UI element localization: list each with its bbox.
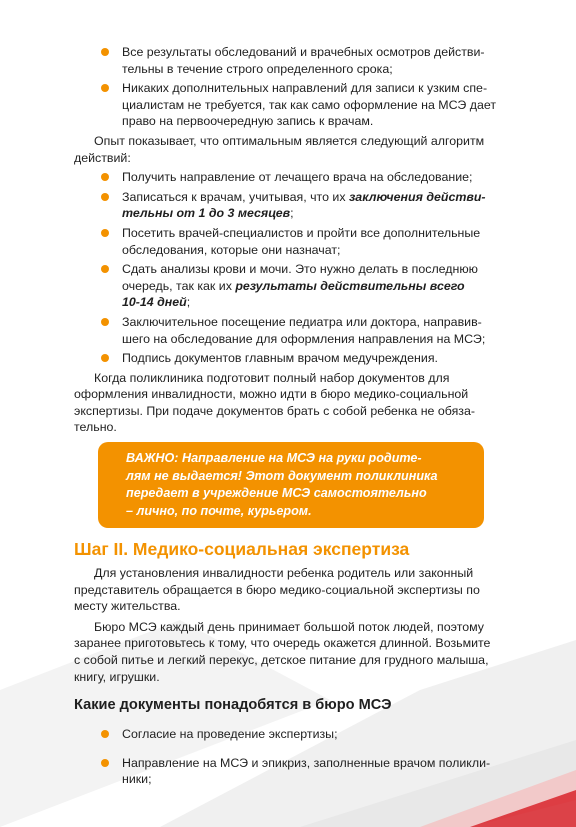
- important-notice-box: ВАЖНО: Направление на МСЭ на руки родите- лям не выдается! Этот документ поликлиника передает в учреждение МСЭ самостоятельно – лично, по почте, курьером.: [98, 442, 484, 528]
- bullet-icon: [101, 318, 109, 326]
- algorithm-intro-paragraph: Опыт показывает, что оптимальным является следующий алгоритм действий:: [74, 133, 485, 165]
- bullet-icon: [101, 759, 109, 767]
- representative-paragraph: Для установления инвалидности ребенка родитель или законный представитель обращается в бюро медико-социальной экспертизы по месту жительства.: [74, 566, 480, 614]
- list-item: Никаких дополнительных направлений для записи к узким спе- циалистам не требуется, так как само оформление на МСЭ дает право на первоочередную запись к врачам.: [74, 80, 504, 130]
- list-item: Получить направление от лечащего врача на обследование;: [74, 169, 504, 186]
- list-item: Подпись документов главным врачом медучреждения.: [74, 350, 504, 367]
- requirements-list: [74, 44, 504, 130]
- bullet-icon: [101, 84, 109, 92]
- document-page: [74, 44, 504, 800]
- list-item: Записаться к врачам, учитывая, что их заключения действи- тельны от 1 до 3 месяцев;: [74, 189, 504, 222]
- documents-heading: Какие документы понадобятся в бюро МСЭ: [74, 697, 392, 714]
- clinic-paragraph: Когда поликлиника подготовит полный набор документов для оформления инвалидности, можно идти в бюро медико-социальной экспертизы. При подаче документов брать с собой ребенка не обяза- тельно.: [74, 370, 475, 435]
- bullet-icon: [101, 229, 109, 237]
- bullet-icon: [101, 354, 109, 362]
- bullet-icon: [101, 730, 109, 738]
- list-item: Все результаты обследований и врачебных осмотров действи- тельны в течение строго определенного срока;: [74, 44, 504, 77]
- documents-list: [74, 726, 504, 788]
- list-item: Направление на МСЭ и эпикриз, заполненные врачом поликли- ники;: [74, 755, 504, 788]
- step-two-heading: Шаг II. Медико-социальная экспертиза: [74, 539, 410, 560]
- algorithm-steps-list: [74, 169, 504, 367]
- list-item: Заключительное посещение педиатра или доктора, направив- шего на обследование для оформления направления на МСЭ;: [74, 314, 504, 347]
- bullet-icon: [101, 48, 109, 56]
- queue-paragraph: Бюро МСЭ каждый день принимает большой поток людей, поэтому заранее приготовьтесь к тому, что очередь окажется длинной. Возьмите с собой питье и легкий перекус, детское питание для грудного малыша, книгу, игрушки.: [74, 619, 491, 684]
- list-item: Согласие на проведение экспертизы;: [74, 726, 504, 743]
- bullet-icon: [101, 193, 109, 201]
- bullet-icon: [101, 173, 109, 181]
- list-item: Сдать анализы крови и мочи. Это нужно делать в последнюю очередь, так как их результаты действительны всего 10-14 дней;: [74, 261, 504, 311]
- bullet-icon: [101, 265, 109, 273]
- list-item: Посетить врачей-специалистов и пройти все дополнительные обследования, которые они назначат;: [74, 225, 504, 258]
